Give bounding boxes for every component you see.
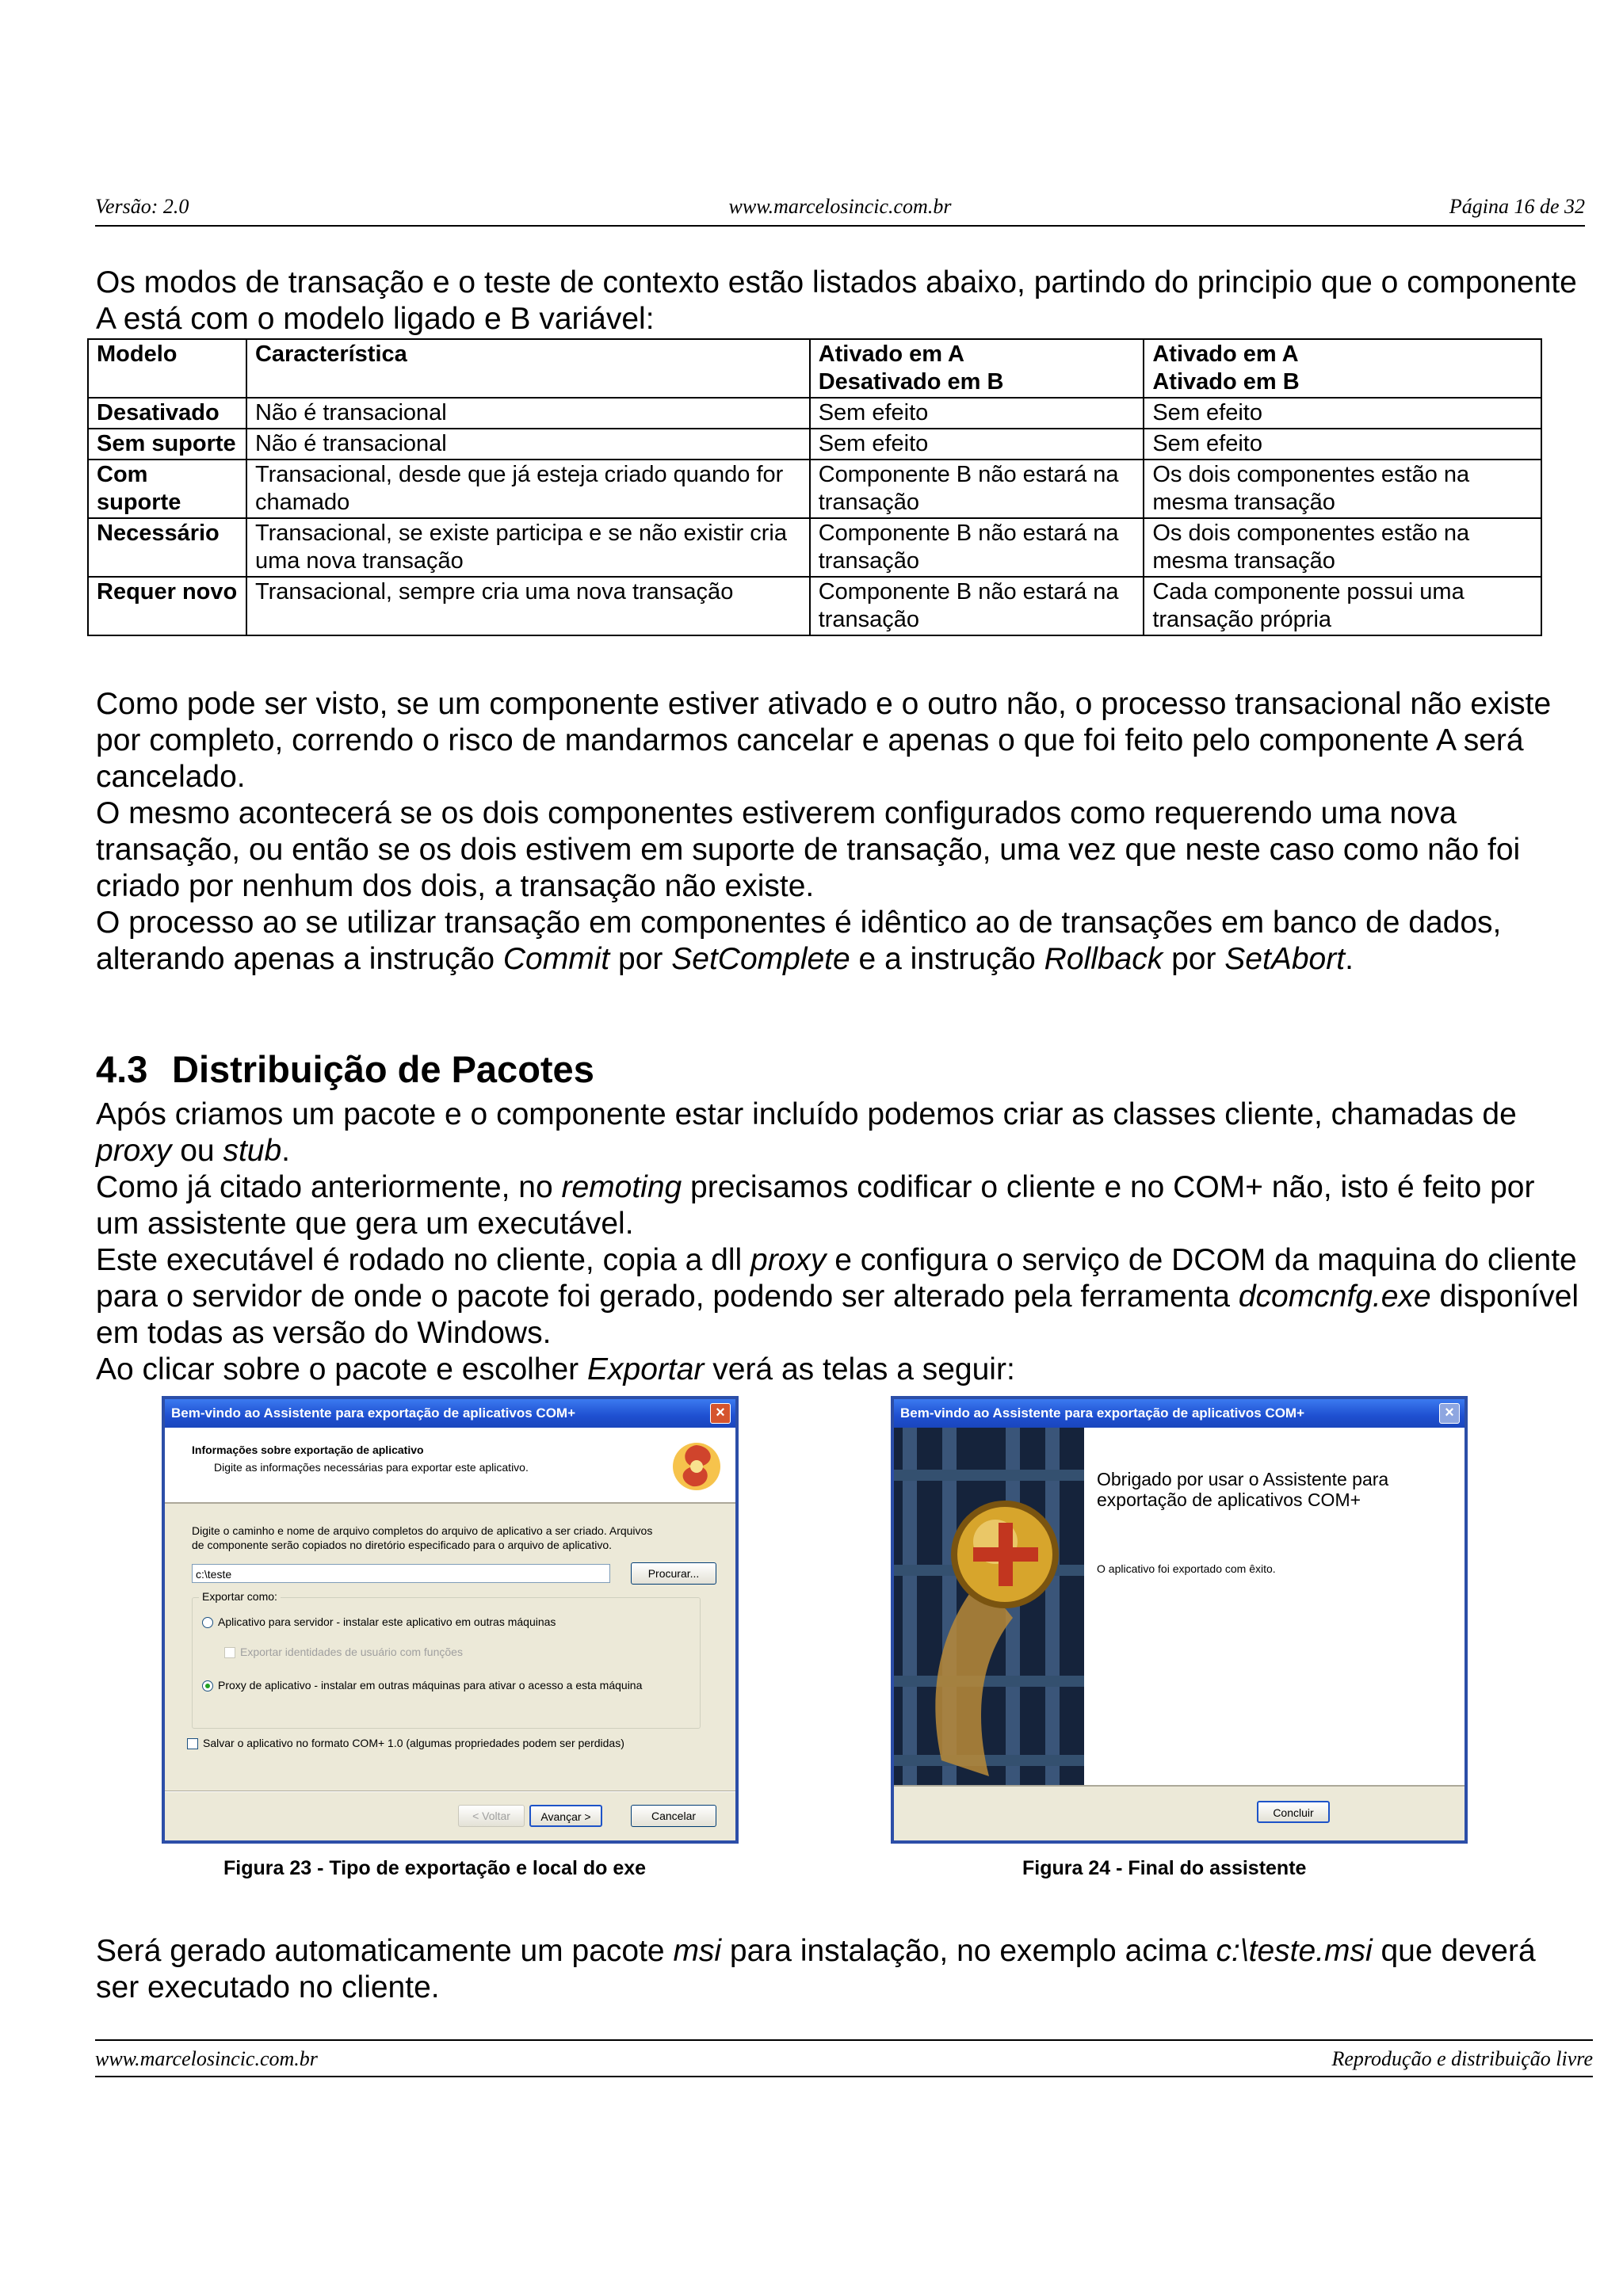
page-footer [95, 2039, 1593, 2077]
wizard-step-subtitle: Digite as informações necessárias para exportar este aplicativo. [214, 1461, 529, 1474]
footer-separator [165, 1791, 735, 1792]
header-version: Versão: 2.0 [95, 195, 189, 218]
table-cell: Com suporte [88, 460, 246, 518]
footer-site: www.marcelosincic.com.br [95, 2047, 318, 2070]
finish-heading: Obrigado por usar o Assistente para exportação de aplicativos COM+ [1097, 1469, 1389, 1510]
paragraph-8: Será gerado automaticamente um pacote msi para instalação, no exemplo acima c:\teste.msi que deverá ser executado no cliente. [96, 1934, 1536, 2004]
window-titlebar [165, 1399, 735, 1428]
wizard-finish-panel [1084, 1428, 1465, 1787]
table-cell: Requer novo [88, 577, 246, 635]
table-row [88, 460, 1541, 518]
table-cell: Sem suporte [88, 429, 246, 460]
table-row [88, 518, 1541, 577]
next-button[interactable]: Avançar > [529, 1805, 602, 1827]
com-plus-logo-icon [669, 1439, 724, 1494]
paragraph-6: Este executável é rodado no cliente, copia a dll proxy e configura o serviço de DCOM da maquina do cliente para o servidor de onde o pacote foi gerado, podendo ser alterado pela ferramenta dcomcnfg.exe disponível em todas as versão do Windows. [96, 1243, 1579, 1350]
table-cell: Sem efeito [810, 429, 1144, 460]
wizard-banner-image [894, 1428, 1084, 1787]
table-header-row [88, 339, 1541, 398]
table-cell: Necessário [88, 518, 246, 577]
paragraph-3: O processo ao se utilizar transação em componentes é idêntico ao de transações em banco de dados, alterando apenas a instrução Commit por SetComplete e a instrução Rollback por SetAbort. [96, 906, 1502, 976]
back-button[interactable]: < Voltar [458, 1805, 525, 1827]
com-plus-banner-icon [894, 1428, 1084, 1787]
table-cell: Componente B não estará na transação [810, 577, 1144, 635]
table-cell: Sem efeito [810, 398, 1144, 429]
table-cell: Sem efeito [1144, 398, 1541, 429]
table-cell: Transacional, se existe participa e se não existir cria uma nova transação [246, 518, 810, 577]
window-title: Bem-vindo ao Assistente para exportação de aplicativos COM+ [171, 1405, 575, 1421]
table-header-cell: Característica [246, 339, 810, 398]
table-cell: Componente B não estará na transação [810, 518, 1144, 577]
table-row [88, 398, 1541, 429]
table-cell: Componente B não estará na transação [810, 460, 1144, 518]
table-header-cell: Ativado em A Desativado em B [810, 339, 1144, 398]
finish-message: O aplicativo foi exportado com êxito. [1097, 1562, 1276, 1575]
table-cell: Os dois componentes estão na mesma transação [1144, 460, 1541, 518]
paragraph-5: Como já citado anteriormente, no remoting precisamos codificar o cliente e no COM+ não, isto é feito por um assistente que gera um executável. [96, 1170, 1535, 1241]
setabort-term: SetAbort [1224, 942, 1346, 976]
table-cell: Não é transacional [246, 398, 810, 429]
server-app-label: Aplicativo para servidor - instalar este aplicativo em outras máquinas [218, 1615, 556, 1628]
commit-term: Commit [502, 942, 610, 976]
export-identities-label: Exportar identidades de usuário com funções [240, 1646, 463, 1658]
setcomplete-term: SetComplete [671, 942, 850, 976]
instructions-line-1: Digite o caminho e nome de arquivo completos do arquivo de aplicativo a ser criado. Arquivos [192, 1524, 653, 1537]
browse-button[interactable]: Procurar... [631, 1562, 716, 1585]
proxy-app-label: Proxy de aplicativo - instalar em outras máquinas para ativar o acesso a esta máquina [218, 1679, 643, 1691]
table-row [88, 429, 1541, 460]
table-row [88, 577, 1541, 635]
wizard-step-title: Informações sobre exportação de aplicativo [192, 1444, 424, 1456]
figure-24-caption: Figura 24 - Final do assistente [1022, 1857, 1307, 1879]
table-cell: Desativado [88, 398, 246, 429]
table-cell: Sem efeito [1144, 429, 1541, 460]
paragraph-4: Após criamos um pacote e o componente estar incluído podemos criar as classes cliente, chamadas de proxy ou stub. [96, 1097, 1517, 1168]
header-page-number: Página 16 de 32 [1449, 195, 1585, 218]
page-header [95, 190, 1585, 227]
save-com10-checkbox[interactable] [187, 1738, 198, 1749]
close-icon[interactable]: × [1439, 1403, 1460, 1424]
save-com10-label: Salvar o aplicativo no formato COM+ 1.0 (algumas propriedades podem ser perdidas) [203, 1737, 624, 1749]
window-title: Bem-vindo ao Assistente para exportação de aplicativos COM+ [900, 1405, 1304, 1421]
instructions-line-2: de componente serão copiados no diretório especificado para o arquivo de aplicativo. [192, 1539, 613, 1551]
cancel-button[interactable]: Cancelar [631, 1805, 716, 1827]
paragraph-2: O mesmo acontecerá se os dois componentes estiverem configurados como requerendo uma nova transação, ou então se os dois estivem em suporte de transação, uma vez que neste caso como não foi criado por nenhum dos dois, a transação não existe. [96, 796, 1521, 903]
paragraph-1: Como pode ser visto, se um componente estiver ativado e o outro não, o processo transacional não existe por completo, correndo o risco de mandarmos cancelar e apenas o que foi feito pelo componente A será cancelado. [96, 687, 1552, 794]
transaction-modes-table [87, 338, 1542, 636]
wizard-finish-screenshot [891, 1396, 1468, 1844]
table-header-cell: Modelo [88, 339, 246, 398]
paragraph-7: Ao clicar sobre o pacote e escolher Exportar verá as telas a seguir: [96, 1352, 1015, 1386]
figure-23-caption: Figura 23 - Tipo de exportação e local do exe [223, 1857, 647, 1879]
export-as-group [192, 1590, 701, 1729]
intro-paragraph: Os modos de transação e o teste de contexto estão listados abaixo, partindo do principio que o componente A está com o modelo ligado e B variável: [96, 265, 1577, 336]
table-cell: Cada componente possui uma transação própria [1144, 577, 1541, 635]
table-cell: Transacional, sempre cria uma nova transação [246, 577, 810, 635]
window-titlebar [894, 1399, 1465, 1428]
rollback-term: Rollback [1044, 942, 1163, 976]
header-site: www.marcelosincic.com.br [728, 195, 952, 218]
export-path-input[interactable]: c:\teste [192, 1564, 610, 1583]
close-icon[interactable]: × [710, 1403, 731, 1424]
server-app-radio[interactable] [202, 1617, 213, 1628]
export-identities-checkbox[interactable] [224, 1647, 235, 1658]
export-type-screenshot [162, 1396, 739, 1844]
table-header-cell: Ativado em A Ativado em B [1144, 339, 1541, 398]
table-cell: Os dois componentes estão na mesma transação [1144, 518, 1541, 577]
table-cell: Não é transacional [246, 429, 810, 460]
section-number: 4.3 [96, 1048, 148, 1090]
export-as-label: Exportar como: [199, 1590, 281, 1603]
proxy-app-radio[interactable] [202, 1680, 213, 1691]
wizard-button-bar [894, 1785, 1465, 1840]
finish-button[interactable]: Concluir [1257, 1801, 1330, 1823]
section-title: Distribuição de Pacotes [172, 1048, 594, 1090]
section-heading [96, 1047, 594, 1091]
wizard-header-panel [165, 1428, 735, 1504]
footer-license: Reprodução e distribuição livre [1331, 2047, 1593, 2070]
table-cell: Transacional, desde que já esteja criado quando for chamado [246, 460, 810, 518]
